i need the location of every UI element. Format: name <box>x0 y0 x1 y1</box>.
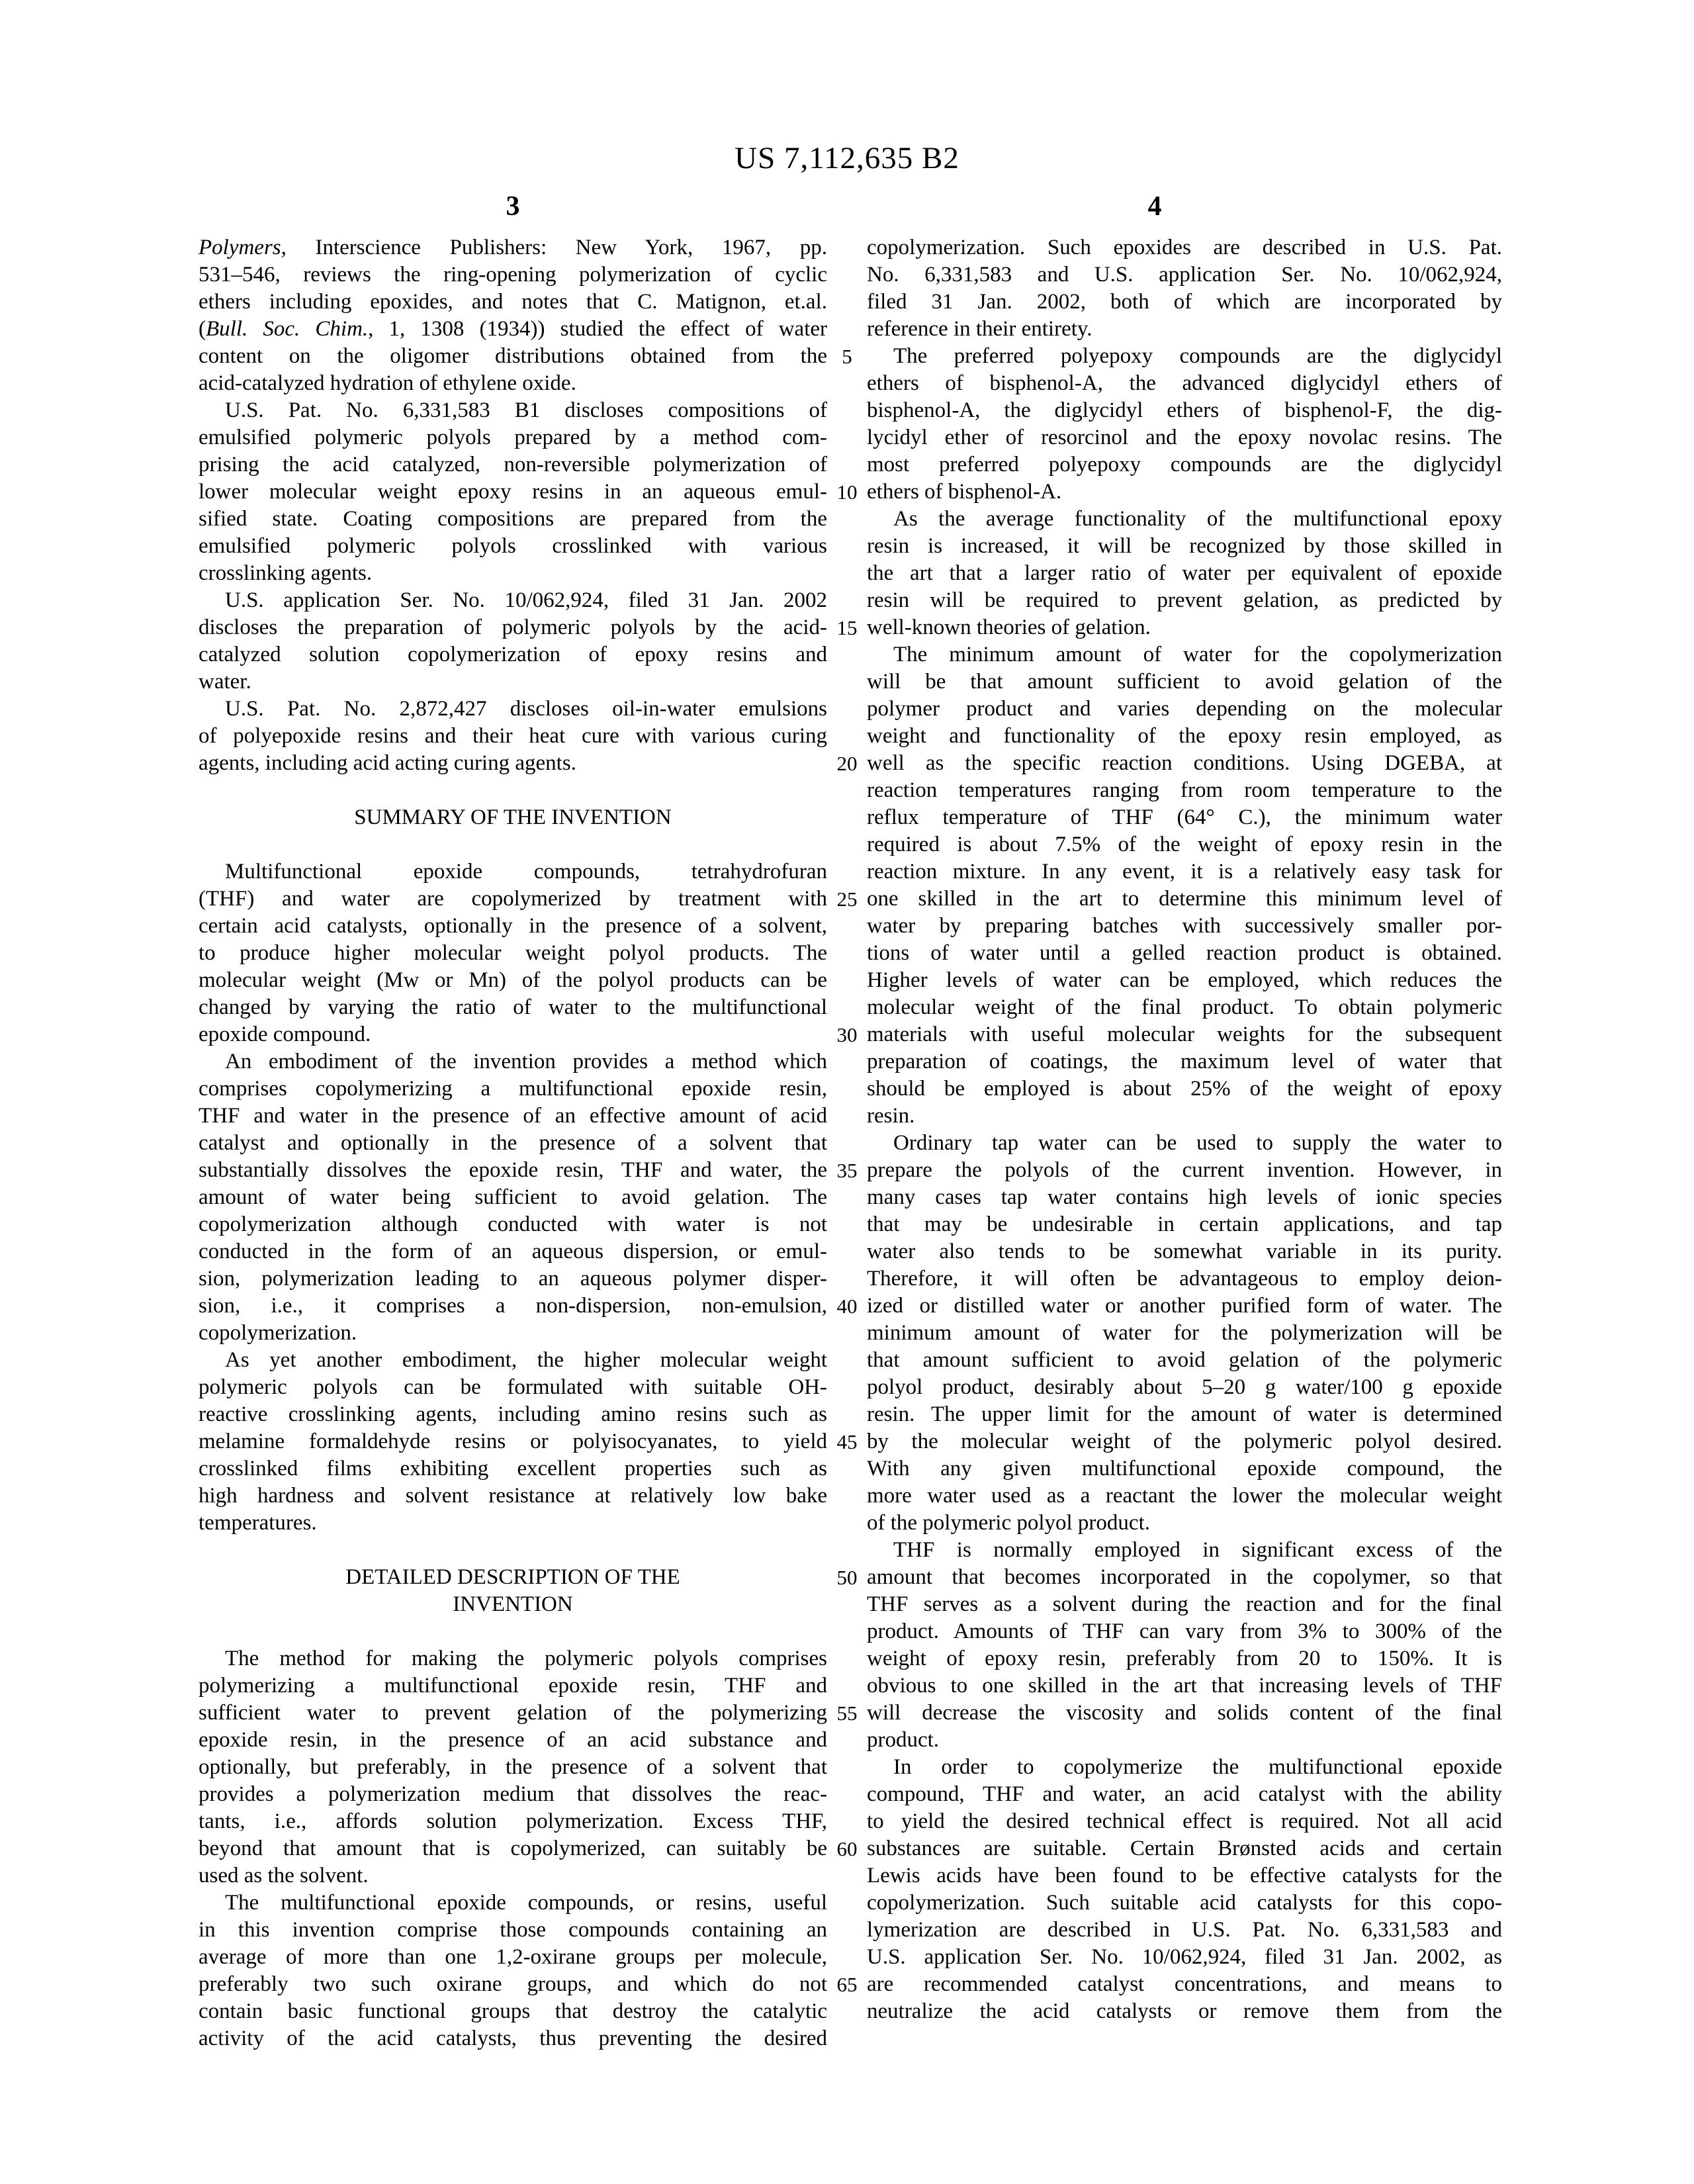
text-line: ethers of bisphenol-A, the advanced diglycidyl ethers of <box>867 371 1502 395</box>
text-line: epoxide compound. <box>199 1023 371 1046</box>
text-line: compound, THF and water, an acid catalyst with the ability <box>867 1782 1502 1806</box>
text-line: THF is normally employed in significant excess of the <box>893 1538 1502 1562</box>
text-line: (THF) and water are copolymerized by treatment with <box>199 887 827 911</box>
text-line: will be that amount sufficient to avoid gelation of the <box>867 670 1502 694</box>
text-line: preferably two such oxirane groups, and which do not <box>199 1972 827 1996</box>
line-number: 40 <box>836 1295 858 1318</box>
text-line: water. <box>199 670 251 694</box>
text-line: amount that becomes incorporated in the copolymer, so that <box>867 1565 1502 1589</box>
text-line: resin is increased, it will be recognized by those skilled in <box>867 534 1502 558</box>
paragraph <box>867 343 1502 506</box>
paragraph <box>867 1130 1502 1537</box>
text-line: content on the oligomer distributions obtained from the <box>199 344 827 368</box>
line-number: 20 <box>836 752 858 775</box>
text-line: lower molecular weight epoxy resins in an aqueous emul- <box>199 480 827 504</box>
text-line: by the molecular weight of the polymeric polyol desired. <box>867 1430 1502 1453</box>
text-line: average of more than one 1,2-oxirane groups per molecule, <box>199 1945 827 1969</box>
text-line: conducted in the form of an aqueous dispersion, or emul- <box>199 1240 827 1263</box>
text-line: The method for making the polymeric polyols comprises <box>225 1647 827 1670</box>
text-line: amount of water being sufficient to avoid gelation. The <box>199 1185 827 1209</box>
line-number: 35 <box>836 1159 858 1182</box>
text-line: The multifunctional epoxide compounds, or resins, useful <box>225 1891 827 1915</box>
text-line: tions of water until a gelled reaction product is obtained. <box>867 941 1502 965</box>
text-line: prising the acid catalyzed, non-reversible polymerization of <box>199 453 827 477</box>
text-line: polymer product and varies depending on the molecular <box>867 697 1502 721</box>
paragraph <box>867 1537 1502 1754</box>
text-line: catalyst and optionally in the presence of a solvent that <box>199 1131 827 1155</box>
text-line: sufficient water to prevent gelation of the polymerizing <box>199 1701 827 1725</box>
text-line: prepare the polyols of the current invention. However, in <box>867 1158 1502 1182</box>
line-number: 5 <box>842 345 852 368</box>
text-line: copolymerization. <box>199 1321 357 1345</box>
text-line: copolymerization. Such suitable acid catalysts for this copo- <box>867 1891 1502 1915</box>
text-line: acid-catalyzed hydration of ethylene oxide. <box>199 371 576 395</box>
text-line: Ordinary tap water can be used to supply the water to <box>893 1131 1502 1155</box>
text-line: beyond that amount that is copolymerized, can suitably be <box>199 1837 827 1860</box>
text-line: required is about 7.5% of the weight of epoxy resin in the <box>867 833 1502 856</box>
text-line: reaction mixture. In any event, it is a relatively easy task for <box>867 860 1502 884</box>
text-line: well as the specific reaction conditions. Using DGEBA, at <box>867 751 1502 775</box>
text-line: Lewis acids have been found to be effective catalysts for the <box>867 1864 1502 1888</box>
text-line: THF serves as a solvent during the reaction and for the final <box>867 1592 1502 1616</box>
text-line: sion, i.e., it comprises a non-dispersion, non-emulsion, <box>199 1294 827 1318</box>
text-line: sified state. Coating compositions are prepared from the <box>199 507 827 531</box>
text-line: tants, i.e., affords solution polymerization. Excess THF, <box>199 1809 827 1833</box>
text-line: to produce higher molecular weight polyol products. The <box>199 941 827 965</box>
text-line: molecular weight (Mw or Mn) of the polyol products can be <box>199 968 827 992</box>
text-line: DETAILED DESCRIPTION OF THE <box>345 1565 680 1589</box>
text-line: As yet another embodiment, the higher molecular weight <box>225 1348 827 1372</box>
text-line: 531–546, reviews the ring-opening polymerization of cyclic <box>199 263 827 287</box>
text-line: SUMMARY OF THE INVENTION <box>354 805 672 829</box>
paragraph <box>199 397 827 587</box>
line-number: 30 <box>836 1023 858 1046</box>
column-number-right: 4 <box>1147 191 1162 222</box>
text-line: lymerization are described in U.S. Pat. No. 6,331,583 and <box>867 1918 1502 1942</box>
text-line: (Bull. Soc. Chim., 1, 1308 (1934)) studied the effect of water <box>199 317 828 341</box>
line-number: 45 <box>836 1430 858 1453</box>
text-line: With any given multifunctional epoxide compound, the <box>867 1457 1502 1480</box>
text-line: that may be undesirable in certain applications, and tap <box>867 1212 1502 1236</box>
text-line: Polymers, Interscience Publishers: New York, 1967, pp. <box>199 236 827 259</box>
paragraph <box>199 1048 827 1347</box>
paragraph <box>867 506 1502 641</box>
text-line: ethers including epoxides, and notes that C. Matignon, et.al. <box>199 290 827 314</box>
text-line: the art that a larger ratio of water per equivalent of epoxide <box>867 561 1502 585</box>
paragraph <box>867 234 1502 343</box>
column-right-text <box>867 234 1502 2025</box>
paragraph <box>867 641 1502 1130</box>
section-heading <box>199 804 827 831</box>
text-line: crosslinking agents. <box>199 561 373 585</box>
line-number: 50 <box>836 1566 858 1589</box>
paragraph <box>199 696 827 777</box>
text-line: most preferred polyepoxy compounds are the diglycidyl <box>867 453 1502 477</box>
text-line: to yield the desired technical effect is required. Not all acid <box>867 1809 1502 1833</box>
text-line: high hardness and solvent resistance at relatively low bake <box>199 1484 827 1508</box>
line-number: 60 <box>836 1837 858 1860</box>
text-line: agents, including acid acting curing agents. <box>199 751 576 775</box>
text-line: sion, polymerization leading to an aqueous polymer disper- <box>199 1267 827 1291</box>
text-line: lycidyl ether of resorcinol and the epoxy novolac resins. The <box>867 426 1502 449</box>
text-line: of polyepoxide resins and their heat cure with various curing <box>199 724 827 748</box>
column-left-text <box>199 234 827 2052</box>
text-line: polymerizing a multifunctional epoxide resin, THF and <box>199 1674 827 1698</box>
text-line: resin will be required to prevent gelation, as predicted by <box>867 588 1502 612</box>
text-line: minimum amount of water for the polymerization will be <box>867 1321 1502 1345</box>
text-line: are recommended catalyst concentrations, and means to <box>867 1972 1502 1996</box>
text-line: polymeric polyols can be formulated with suitable OH- <box>199 1375 827 1399</box>
text-line: changed by varying the ratio of water to the multifunctional <box>199 995 827 1019</box>
text-line: contain basic functional groups that destroy the catalytic <box>199 1999 827 2023</box>
text-line: copolymerization although conducted with water is not <box>199 1212 827 1236</box>
text-line: molecular weight of the final product. To obtain polymeric <box>867 995 1502 1019</box>
text-line: INVENTION <box>453 1592 573 1616</box>
text-line: materials with useful molecular weights for the subsequent <box>867 1023 1502 1046</box>
text-line: reflux temperature of THF (64° C.), the minimum water <box>867 805 1502 829</box>
line-number: 65 <box>836 1973 858 1996</box>
text-line: crosslinked films exhibiting excellent properties such as <box>199 1457 827 1480</box>
text-line: filed 31 Jan. 2002, both of which are incorporated by <box>867 290 1502 314</box>
text-line: obvious to one skilled in the art that increasing levels of THF <box>867 1674 1502 1698</box>
line-number: 15 <box>836 616 858 639</box>
text-line: product. Amounts of THF can vary from 3% to 300% of the <box>867 1619 1502 1643</box>
patent-number-header: US 7,112,635 B2 <box>735 141 959 175</box>
text-line: emulsified polymeric polyols crosslinked with various <box>199 534 827 558</box>
text-line: resin. <box>867 1104 915 1128</box>
paragraph <box>867 1754 1502 2025</box>
text-line: comprises copolymerizing a multifunctional epoxide resin, <box>199 1077 827 1101</box>
text-line: ized or distilled water or another purified form of water. The <box>867 1294 1502 1318</box>
text-line: of the polymeric polyol product. <box>867 1511 1150 1535</box>
text-line: neutralize the acid catalysts or remove them from the <box>867 1999 1502 2023</box>
text-line: optionally, but preferably, in the presence of a solvent that <box>199 1755 827 1779</box>
text-line: well-known theories of gelation. <box>867 615 1151 639</box>
text-line: resin. The upper limit for the amount of water is determined <box>867 1402 1502 1426</box>
line-number: 10 <box>836 480 858 504</box>
section-heading <box>199 1564 827 1618</box>
text-line: substances are suitable. Certain Brønsted acids and certain <box>867 1837 1502 1860</box>
text-line: in this invention comprise those compounds containing an <box>199 1918 827 1942</box>
text-line: one skilled in the art to determine this minimum level of <box>867 887 1502 911</box>
text-line: copolymerization. Such epoxides are described in U.S. Pat. <box>867 236 1502 259</box>
paragraph <box>199 858 827 1048</box>
text-line: substantially dissolves the epoxide resin, THF and water, the <box>199 1158 827 1182</box>
text-line: should be employed is about 25% of the weight of epoxy <box>867 1077 1502 1101</box>
text-line: U.S. Pat. No. 6,331,583 B1 discloses compositions of <box>225 398 827 422</box>
text-line: emulsified polymeric polyols prepared by a method com- <box>199 426 827 449</box>
text-line: used as the solvent. <box>199 1864 369 1888</box>
text-line: Higher levels of water can be employed, which reduces the <box>867 968 1502 992</box>
text-line: polyol product, desirably about 5–20 g water/100 g epoxide <box>867 1375 1502 1399</box>
paragraph <box>199 587 827 696</box>
text-line: water by preparing batches with successively smaller por- <box>867 914 1502 938</box>
text-line: temperatures. <box>199 1511 317 1535</box>
text-line: catalyzed solution copolymerization of epoxy resins and <box>199 643 827 666</box>
text-line: reactive crosslinking agents, including amino resins such as <box>199 1402 827 1426</box>
text-line: epoxide resin, in the presence of an acid substance and <box>199 1728 827 1752</box>
text-line: preparation of coatings, the maximum level of water that <box>867 1050 1502 1073</box>
text-line: product. <box>867 1728 940 1752</box>
text-line: U.S. application Ser. No. 10/062,924, filed 31 Jan. 2002 <box>225 588 827 612</box>
text-line: more water used as a reactant the lower the molecular weight <box>867 1484 1502 1508</box>
text-line: Therefore, it will often be advantageous to employ deion- <box>867 1267 1502 1291</box>
text-line: many cases tap water contains high levels of ionic species <box>867 1185 1502 1209</box>
text-line: THF and water in the presence of an effective amount of acid <box>199 1104 827 1128</box>
paragraph <box>199 234 827 397</box>
text-line: ethers of bisphenol-A. <box>867 480 1062 504</box>
text-line: As the average functionality of the multifunctional epoxy <box>893 507 1502 531</box>
line-number: 55 <box>836 1702 858 1725</box>
text-line: reference in their entirety. <box>867 317 1092 341</box>
paragraph <box>199 1347 827 1537</box>
text-line: activity of the acid catalysts, thus preventing the desired <box>199 2026 827 2050</box>
text-line: In order to copolymerize the multifunctional epoxide <box>893 1755 1502 1779</box>
text-line: No. 6,331,583 and U.S. application Ser. No. 10/062,924, <box>867 263 1502 287</box>
text-line: water also tends to be somewhat variable in its purity. <box>867 1240 1502 1263</box>
column-number-left: 3 <box>506 191 520 222</box>
text-line: weight and functionality of the epoxy resin employed, as <box>867 724 1502 748</box>
text-line: U.S. Pat. No. 2,872,427 discloses oil-in-water emulsions <box>225 697 827 721</box>
text-line: reaction temperatures ranging from room temperature to the <box>867 778 1502 802</box>
text-line: An embodiment of the invention provides a method which <box>225 1050 827 1073</box>
text-line: The minimum amount of water for the copolymerization <box>893 643 1502 666</box>
text-line: will decrease the viscosity and solids content of the final <box>867 1701 1502 1725</box>
text-line: Multifunctional epoxide compounds, tetrahydrofuran <box>225 860 827 884</box>
text-line: The preferred polyepoxy compounds are the diglycidyl <box>893 344 1502 368</box>
text-line: provides a polymerization medium that dissolves the reac- <box>199 1782 827 1806</box>
text-line: certain acid catalysts, optionally in the presence of a solvent, <box>199 914 827 938</box>
paragraph <box>199 1889 827 2052</box>
line-number: 25 <box>836 887 858 911</box>
line-number-gutter <box>825 234 869 2021</box>
paragraph <box>199 1645 827 1889</box>
text-line: that amount sufficient to avoid gelation of the polymeric <box>867 1348 1502 1372</box>
text-line: discloses the preparation of polymeric polyols by the acid- <box>199 615 827 639</box>
text-line: U.S. application Ser. No. 10/062,924, filed 31 Jan. 2002, as <box>867 1945 1502 1969</box>
text-line: melamine formaldehyde resins or polyisocyanates, to yield <box>199 1430 827 1453</box>
text-line: bisphenol-A, the diglycidyl ethers of bisphenol-F, the dig- <box>867 398 1502 422</box>
text-line: weight of epoxy resin, preferably from 20 to 150%. It is <box>867 1647 1502 1670</box>
